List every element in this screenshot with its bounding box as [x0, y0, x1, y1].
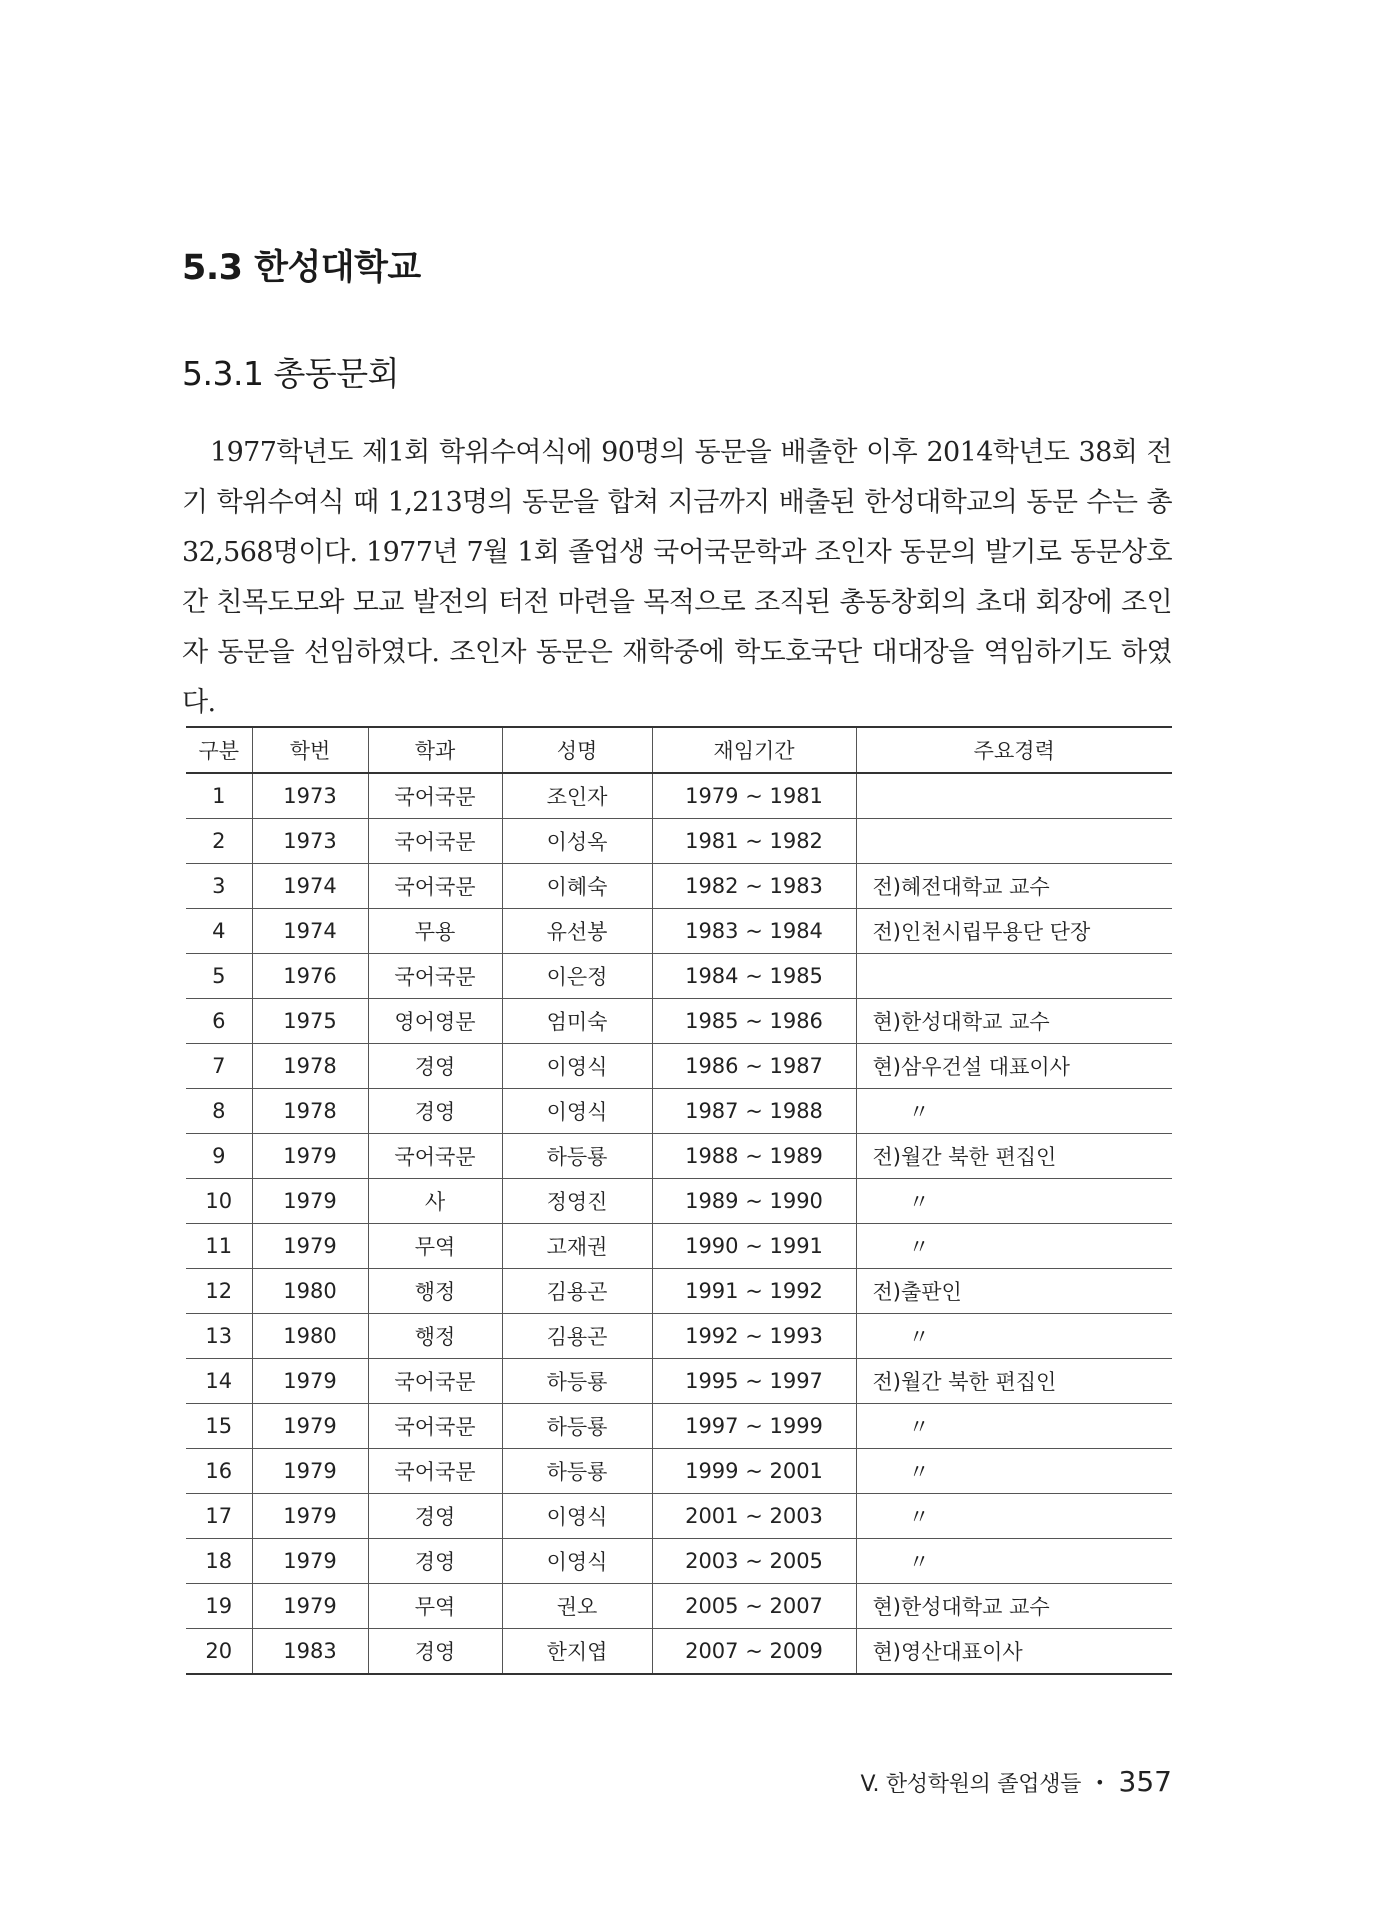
- table-row: [186, 1494, 1172, 1539]
- table-cell: 1987 ~ 1988: [652, 1089, 856, 1134]
- table-row: [186, 1224, 1172, 1269]
- table-cell: 이영식: [502, 1044, 652, 1089]
- page-footer: [861, 1765, 1172, 1798]
- table-cell: 1989 ~ 1990: [652, 1179, 856, 1224]
- table-cell: 김용곤: [502, 1314, 652, 1359]
- table-cell: 전)출판인: [856, 1269, 1172, 1314]
- president-table: [186, 726, 1172, 1675]
- table-cell: 〃: [856, 1494, 1172, 1539]
- body-paragraph: 1977학년도 제1회 학위수여식에 90명의 동문을 배출한 이후 2014학년도 38회 전기 학위수여식 때 1,213명의 동문을 합쳐 지금까지 배출된 한성대학교의 동문 수는 총 32,568명이다. 1977년 7월 1회 졸업생 국어국문학과 조인자 동문의 발기로 동문상호간 친목도모와 모교 발전의 터전 마련을 목적으로 조직된 총동창회의 초대 회장에 조인자 동문을 선임하였다. 조인자 동문은 재학중에 학도호국단 대대장을 역임하기도 하였다.: [182, 437, 1172, 718]
- table-cell: 사: [368, 1179, 502, 1224]
- table-cell: 12: [186, 1269, 252, 1314]
- table-row: [186, 1359, 1172, 1404]
- table-cell: 엄미숙: [502, 999, 652, 1044]
- table-cell: 1979: [252, 1179, 368, 1224]
- table-cell: 1979: [252, 1539, 368, 1584]
- column-header: 성명: [502, 727, 652, 773]
- table-row: [186, 1404, 1172, 1449]
- table-cell: 1979: [252, 1449, 368, 1494]
- table-cell: 1995 ~ 1997: [652, 1359, 856, 1404]
- table-cell: 1982 ~ 1983: [652, 864, 856, 909]
- table-cell: 국어국문: [368, 773, 502, 819]
- table-cell: 1999 ~ 2001: [652, 1449, 856, 1494]
- table-cell: 1978: [252, 1044, 368, 1089]
- table-cell: 1973: [252, 773, 368, 819]
- column-header: 재임기간: [652, 727, 856, 773]
- table-cell: 17: [186, 1494, 252, 1539]
- table-cell: 전)인천시립무용단 단장: [856, 909, 1172, 954]
- table-cell: 9: [186, 1134, 252, 1179]
- table-cell: 고재권: [502, 1224, 652, 1269]
- table-cell: 11: [186, 1224, 252, 1269]
- table-cell: 1974: [252, 864, 368, 909]
- table-row: [186, 1584, 1172, 1629]
- table-cell: 1981 ~ 1982: [652, 819, 856, 864]
- table-cell: 이성옥: [502, 819, 652, 864]
- table-cell: 경영: [368, 1089, 502, 1134]
- table-cell: 현)한성대학교 교수: [856, 1584, 1172, 1629]
- table-row: [186, 954, 1172, 999]
- table-cell: [856, 773, 1172, 819]
- table-cell: 2001 ~ 2003: [652, 1494, 856, 1539]
- table-cell: 〃: [856, 1089, 1172, 1134]
- table-cell: 13: [186, 1314, 252, 1359]
- table-row: [186, 1449, 1172, 1494]
- table-cell: 경영: [368, 1494, 502, 1539]
- table-cell: 이영식: [502, 1539, 652, 1584]
- table-cell: 〃: [856, 1314, 1172, 1359]
- table-cell: 1975: [252, 999, 368, 1044]
- table-cell: 이영식: [502, 1494, 652, 1539]
- table-cell: 영어영문: [368, 999, 502, 1044]
- table-cell: 14: [186, 1359, 252, 1404]
- table-row: [186, 1044, 1172, 1089]
- table-header-row: [186, 727, 1172, 773]
- table-cell: 18: [186, 1539, 252, 1584]
- table-cell: 하등룡: [502, 1404, 652, 1449]
- table-cell: 1976: [252, 954, 368, 999]
- table-cell: [856, 954, 1172, 999]
- table-cell: 이은정: [502, 954, 652, 999]
- table-cell: 1990 ~ 1991: [652, 1224, 856, 1269]
- table-cell: 하등룡: [502, 1359, 652, 1404]
- table-cell: 1979: [252, 1494, 368, 1539]
- table-cell: 1974: [252, 909, 368, 954]
- table-cell: 1991 ~ 1992: [652, 1269, 856, 1314]
- table-cell: 경영: [368, 1629, 502, 1675]
- table-cell: 3: [186, 864, 252, 909]
- table-row: [186, 819, 1172, 864]
- column-header: 학과: [368, 727, 502, 773]
- table-cell: 이혜숙: [502, 864, 652, 909]
- table-cell: 1985 ~ 1986: [652, 999, 856, 1044]
- table-cell: 국어국문: [368, 819, 502, 864]
- table-cell: 1979: [252, 1359, 368, 1404]
- table-cell: 정영진: [502, 1179, 652, 1224]
- table-cell: 무용: [368, 909, 502, 954]
- table-cell: 20: [186, 1629, 252, 1675]
- table-cell: 1983 ~ 1984: [652, 909, 856, 954]
- table-cell: 국어국문: [368, 1359, 502, 1404]
- page-number: 357: [1118, 1765, 1172, 1798]
- table-cell: 7: [186, 1044, 252, 1089]
- table-cell: 전)월간 북한 편집인: [856, 1134, 1172, 1179]
- table-cell: 〃: [856, 1224, 1172, 1269]
- table-cell: 유선봉: [502, 909, 652, 954]
- table-cell: 1988 ~ 1989: [652, 1134, 856, 1179]
- footer-bullet: •: [1095, 1773, 1105, 1792]
- table-cell: 〃: [856, 1449, 1172, 1494]
- section-title: 5.3 한성대학교: [182, 248, 421, 288]
- table-cell: 현)한성대학교 교수: [856, 999, 1172, 1044]
- table-cell: 1980: [252, 1269, 368, 1314]
- table-cell: 국어국문: [368, 954, 502, 999]
- table-row: [186, 909, 1172, 954]
- table-cell: 1983: [252, 1629, 368, 1675]
- table-cell: 무역: [368, 1584, 502, 1629]
- table-cell: 16: [186, 1449, 252, 1494]
- table-cell: 〃: [856, 1404, 1172, 1449]
- table-cell: 6: [186, 999, 252, 1044]
- table-cell: 김용곤: [502, 1269, 652, 1314]
- table-cell: 1979: [252, 1584, 368, 1629]
- table-body: [186, 773, 1172, 1674]
- table-row: [186, 1089, 1172, 1134]
- table-row: [186, 1314, 1172, 1359]
- table-cell: 1980: [252, 1314, 368, 1359]
- table-row: [186, 864, 1172, 909]
- table-cell: 1979: [252, 1404, 368, 1449]
- table-cell: 국어국문: [368, 1134, 502, 1179]
- table-cell: 〃: [856, 1539, 1172, 1584]
- footer-chapter: V. 한성학원의 졸업생들: [860, 1772, 1082, 1797]
- table-cell: 1: [186, 773, 252, 819]
- table-cell: 1979: [252, 1224, 368, 1269]
- table-cell: 국어국문: [368, 1449, 502, 1494]
- table-cell: 15: [186, 1404, 252, 1449]
- table-cell: 하등룡: [502, 1449, 652, 1494]
- table-cell: 권오: [502, 1584, 652, 1629]
- table-cell: 〃: [856, 1179, 1172, 1224]
- table-cell: 2: [186, 819, 252, 864]
- table-cell: 8: [186, 1089, 252, 1134]
- table-cell: 2005 ~ 2007: [652, 1584, 856, 1629]
- table-row: [186, 773, 1172, 819]
- table-cell: 1992 ~ 1993: [652, 1314, 856, 1359]
- table-cell: 행정: [368, 1314, 502, 1359]
- table-row: [186, 999, 1172, 1044]
- table-cell: 현)영산대표이사: [856, 1629, 1172, 1675]
- table-cell: 이영식: [502, 1089, 652, 1134]
- table-cell: 하등룡: [502, 1134, 652, 1179]
- table-cell: 전)월간 북한 편집인: [856, 1359, 1172, 1404]
- table-cell: 5: [186, 954, 252, 999]
- table-row: [186, 1179, 1172, 1224]
- table-header: [186, 727, 1172, 773]
- table-cell: 경영: [368, 1044, 502, 1089]
- table-cell: 1979 ~ 1981: [652, 773, 856, 819]
- table-cell: 현)삼우건설 대표이사: [856, 1044, 1172, 1089]
- table-cell: 1978: [252, 1089, 368, 1134]
- table-cell: 4: [186, 909, 252, 954]
- table-cell: 경영: [368, 1539, 502, 1584]
- table-cell: 2007 ~ 2009: [652, 1629, 856, 1675]
- table-cell: [856, 819, 1172, 864]
- table-cell: 무역: [368, 1224, 502, 1269]
- table-cell: 행정: [368, 1269, 502, 1314]
- table-row: [186, 1539, 1172, 1584]
- table-cell: 2003 ~ 2005: [652, 1539, 856, 1584]
- table-row: [186, 1269, 1172, 1314]
- subsection-title: 5.3.1 총동문회: [182, 354, 399, 393]
- table-cell: 19: [186, 1584, 252, 1629]
- column-header: 학번: [252, 727, 368, 773]
- table-cell: 1984 ~ 1985: [652, 954, 856, 999]
- table-cell: 10: [186, 1179, 252, 1224]
- table-cell: 국어국문: [368, 864, 502, 909]
- table-cell: 전)혜전대학교 교수: [856, 864, 1172, 909]
- table-cell: 1986 ~ 1987: [652, 1044, 856, 1089]
- table-cell: 한지엽: [502, 1629, 652, 1675]
- table-cell: 1997 ~ 1999: [652, 1404, 856, 1449]
- table-cell: 1973: [252, 819, 368, 864]
- table-row: [186, 1134, 1172, 1179]
- table-row: [186, 1629, 1172, 1675]
- column-header: 주요경력: [856, 727, 1172, 773]
- table-cell: 국어국문: [368, 1404, 502, 1449]
- column-header: 구분: [186, 727, 252, 773]
- table-cell: 조인자: [502, 773, 652, 819]
- table-cell: 1979: [252, 1134, 368, 1179]
